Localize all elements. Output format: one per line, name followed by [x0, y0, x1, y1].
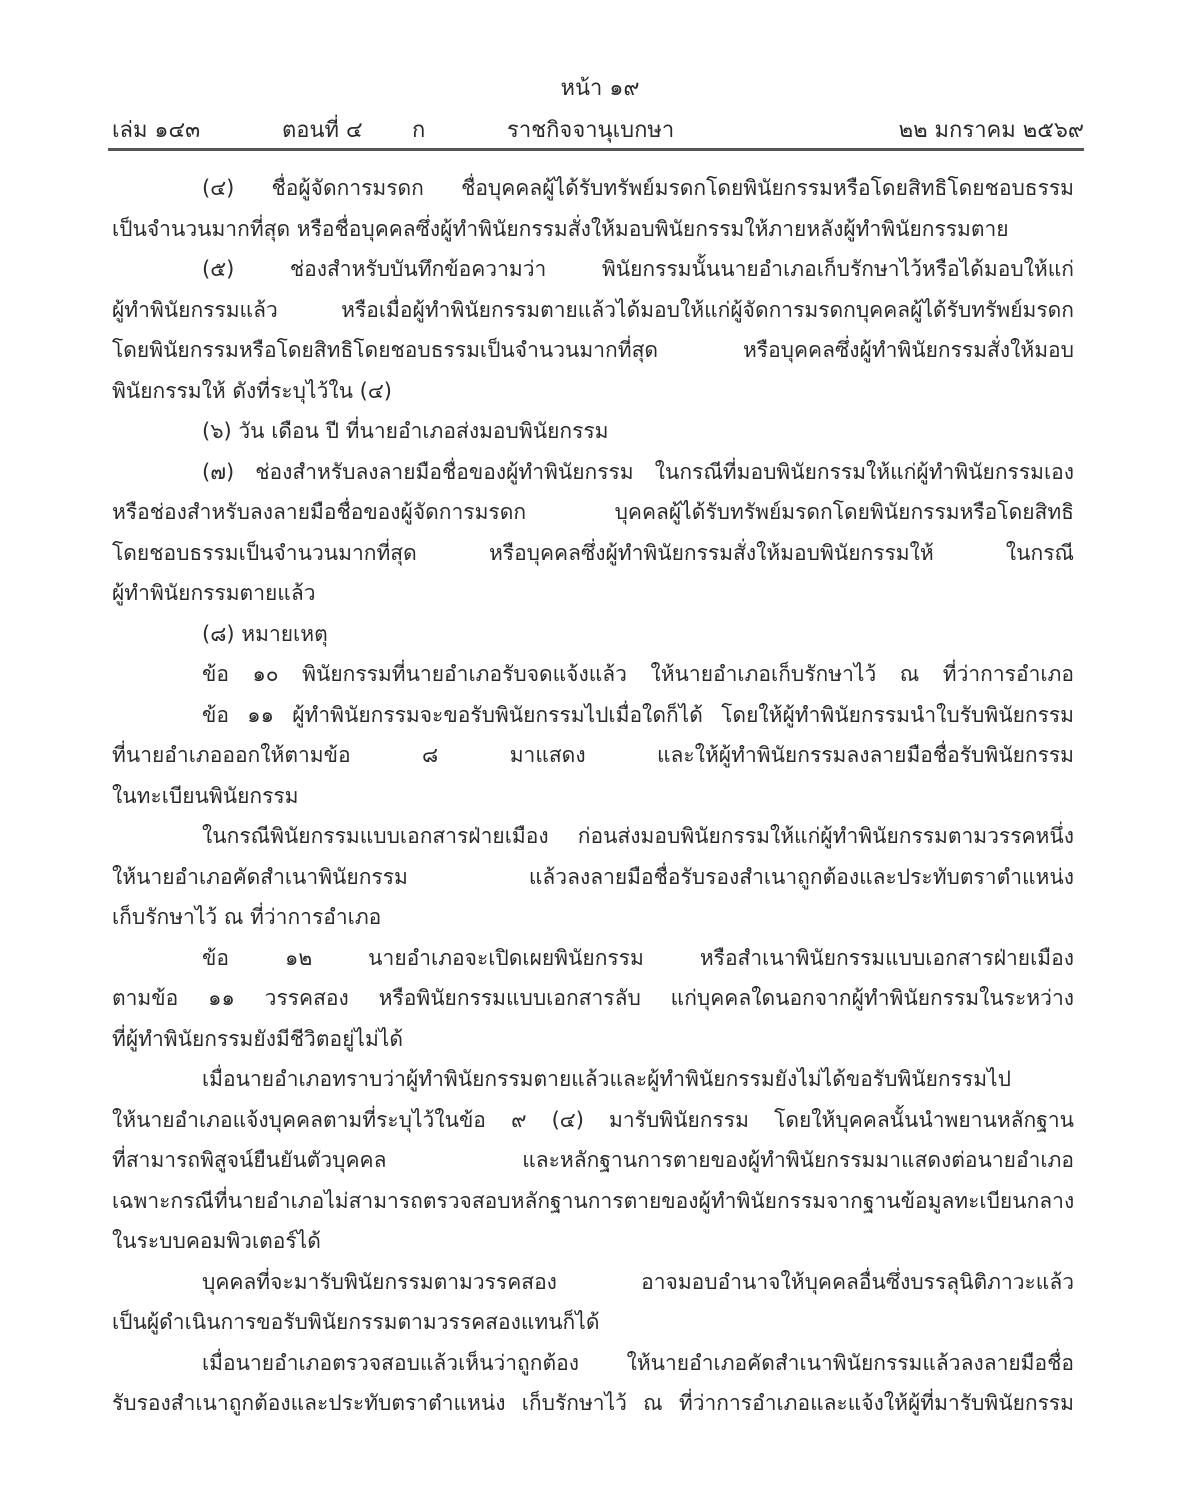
text-line: ข้อ ๑๒ นายอำเภอจะเปิดเผยพินัยกรรม หรือสำเนาพินัยกรรมแบบเอกสารฝ่ายเมือง	[202, 945, 1074, 970]
text-line: รับรองสำเนาถูกต้องและประทับตราตำแหน่ง เก็บรักษาไว้ ณ ที่ว่าการอำเภอและแจ้งให้ผู้ที่มารับพินัยกรรม	[112, 1391, 1074, 1415]
page-number: หน้า ๑๙	[560, 76, 640, 101]
text-line: ตามข้อ ๑๑ วรรคสอง หรือพินัยกรรมแบบเอกสารลับ แก่บุคคลใดนอกจากผู้ทำพินัยกรรมในระหว่าง	[112, 986, 1074, 1010]
text-line: ที่นายอำเภอออกให้ตามข้อ ๘ มาแสดง และให้ผู้ทำพินัยกรรมลงลายมือชื่อรับพินัยกรรม	[112, 743, 1074, 767]
text-line: พินัยกรรมให้ ดังที่ระบุไว้ใน (๔)	[112, 378, 392, 403]
text-line: เป็นผู้ดำเนินการขอรับพินัยกรรมตามวรรคสองแทนก็ได้	[112, 1310, 600, 1334]
gazette-header	[112, 112, 1084, 144]
text-line: โดยพินัยกรรมหรือโดยสิทธิโดยชอบธรรมเป็นจำนวนมากที่สุด หรือบุคคลซึ่งผู้ทำพินัยกรรมสั่งให้มอบ	[112, 338, 1074, 362]
text-line: ข้อ ๑๐ พินัยกรรมที่นายอำเภอรับจดแจ้งแล้ว ให้นายอำเภอเก็บรักษาไว้ ณ ที่ว่าการอำเภอ	[202, 662, 1074, 686]
text-line: เมื่อนายอำเภอทราบว่าผู้ทำพินัยกรรมตายแล้วและผู้ทำพินัยกรรมยังไม่ได้ขอรับพินัยกรรมไป	[202, 1067, 1011, 1091]
text-line: (๘) หมายเหตุ	[202, 621, 328, 646]
text-line: เป็นจำนวนมากที่สุด หรือชื่อบุคคลซึ่งผู้ทำพินัยกรรมสั่งให้มอบพินัยกรรมให้ภายหลังผู้ทำพินัยกรรมตาย	[112, 216, 1009, 241]
document-body	[112, 168, 1074, 1424]
publication-title: ราชกิจจานุเบกษา	[507, 118, 675, 143]
volume-label: เล่ม ๑๔๓	[112, 118, 201, 143]
text-line: ผู้ทำพินัยกรรมแล้ว หรือเมื่อผู้ทำพินัยกรรมตายแล้วได้มอบให้แก่ผู้จัดการมรดกบุคคลผู้ได้รับทรัพย์มรดก	[112, 297, 1074, 322]
text-line: (๗) ช่องสำหรับลงลายมือชื่อของผู้ทำพินัยกรรม ในกรณีที่มอบพินัยกรรมให้แก่ผู้ทำพินัยกรรมเอง	[202, 459, 1074, 484]
text-line: (๖) วัน เดือน ปี ที่นายอำเภอส่งมอบพินัยกรรม	[202, 419, 609, 443]
text-line: ข้อ ๑๑ ผู้ทำพินัยกรรมจะขอรับพินัยกรรมไปเมื่อใดก็ได้ โดยให้ผู้ทำพินัยกรรมนำใบรับพินัยกรรม	[202, 702, 1074, 727]
text-line: เก็บรักษาไว้ ณ ที่ว่าการอำเภอ	[112, 905, 382, 929]
text-line: ในกรณีพินัยกรรมแบบเอกสารฝ่ายเมือง ก่อนส่งมอบพินัยกรรมให้แก่ผู้ทำพินัยกรรมตามวรรคหนึ่ง	[202, 824, 1074, 848]
text-line: หรือช่องสำหรับลงลายมือชื่อของผู้จัดการมรดก บุคคลผู้ได้รับทรัพย์มรดกโดยพินัยกรรมหรือโดยสิทธิ	[112, 500, 1074, 524]
text-line: บุคคลที่จะมารับพินัยกรรมตามวรรคสอง อาจมอบอำนาจให้บุคคลอื่นซึ่งบรรลุนิติภาวะแล้ว	[202, 1269, 1074, 1294]
text-line: ที่สามารถพิสูจน์ยืนยันตัวบุคคล และหลักฐานการตายของผู้ทำพินัยกรรมมาแสดงต่อนายอำเภอ	[112, 1148, 1074, 1172]
text-line: เฉพาะกรณีที่นายอำเภอไม่สามารถตรวจสอบหลักฐานการตายของผู้ทำพินัยกรรมจากฐานข้อมูลทะเบียนกลาง	[112, 1188, 1075, 1213]
text-line: ในทะเบียนพินัยกรรม	[112, 783, 299, 808]
text-line: ให้นายอำเภอคัดสำเนาพินัยกรรม แล้วลงลายมือชื่อรับรองสำเนาถูกต้องและประทับตราตำแหน่ง	[112, 864, 1074, 889]
text-line: ในระบบคอมพิวเตอร์ได้	[112, 1229, 321, 1253]
text-line: (๕) ช่องสำหรับบันทึกข้อความว่า พินัยกรรมนั้นนายอำเภอเก็บรักษาไว้หรือได้มอบให้แก่	[202, 257, 1074, 281]
text-line: ให้นายอำเภอแจ้งบุคคลตามที่ระบุไว้ในข้อ ๙ (๔) มารับพินัยกรรม โดยให้บุคคลนั้นนำพยานหลักฐาน	[112, 1107, 1074, 1132]
publication-date: ๒๒ มกราคม ๒๕๖๙	[898, 118, 1084, 143]
issue-label: ตอนที่ ๔	[282, 118, 363, 143]
text-line: เมื่อนายอำเภอตรวจสอบแล้วเห็นว่าถูกต้อง ให้นายอำเภอคัดสำเนาพินัยกรรมแล้วลงลายมือชื่อ	[202, 1350, 1074, 1375]
header-rule	[108, 148, 1084, 151]
text-line: (๔) ชื่อผู้จัดการมรดก ชื่อบุคคลผู้ได้รับทรัพย์มรดกโดยพินัยกรรมหรือโดยสิทธิโดยชอบธรรม	[202, 176, 1074, 200]
text-line: ที่ผู้ทำพินัยกรรมยังมีชีวิตอยู่ไม่ได้	[112, 1026, 404, 1051]
section-label: ก	[412, 118, 426, 143]
text-line: โดยชอบธรรมเป็นจำนวนมากที่สุด หรือบุคคลซึ่งผู้ทำพินัยกรรมสั่งให้มอบพินัยกรรมให้ ในกรณี	[112, 540, 1074, 565]
text-line: ผู้ทำพินัยกรรมตายแล้ว	[112, 581, 316, 605]
